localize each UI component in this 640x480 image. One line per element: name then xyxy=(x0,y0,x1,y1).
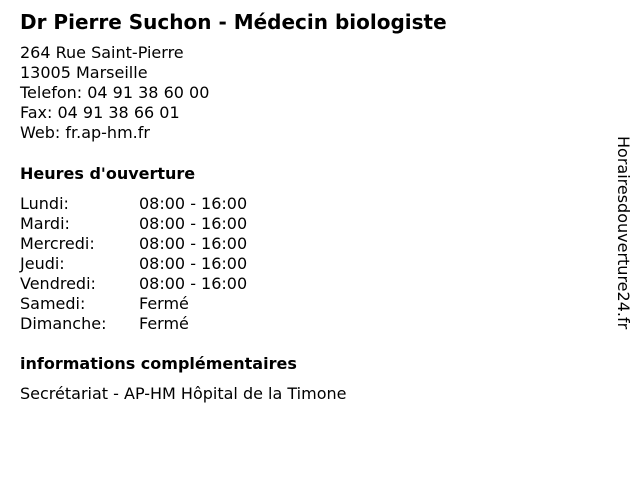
hours-day: Lundi: xyxy=(20,194,69,213)
hours-time: 08:00 - 16:00 xyxy=(139,274,248,293)
hours-time: 08:00 - 16:00 xyxy=(139,214,248,233)
address-block xyxy=(20,43,209,143)
address-web: Web: fr.ap-hm.fr xyxy=(20,123,150,142)
hours-heading: Heures d'ouverture xyxy=(20,164,196,183)
hours-row-sunday xyxy=(20,314,247,334)
hours-time: Fermé xyxy=(139,314,189,333)
hours-day: Mardi: xyxy=(20,214,70,233)
hours-time: 08:00 - 16:00 xyxy=(139,194,248,213)
hours-row-wednesday xyxy=(20,234,247,254)
hours-day: Samedi: xyxy=(20,294,86,313)
address-street: 264 Rue Saint-Pierre xyxy=(20,43,184,62)
address-city: 13005 Marseille xyxy=(20,63,148,82)
info-text: Secrétariat - AP-HM Hôpital de la Timone xyxy=(20,384,347,403)
info-heading: informations complémentaires xyxy=(20,354,297,373)
hours-row-thursday xyxy=(20,254,247,274)
site-watermark: Horairesdouverture24.fr xyxy=(614,136,633,330)
hours-row-tuesday xyxy=(20,214,247,234)
hours-day: Mercredi: xyxy=(20,234,95,253)
hours-day: Dimanche: xyxy=(20,314,107,333)
address-fax: Fax: 04 91 38 66 01 xyxy=(20,103,180,122)
hours-time: 08:00 - 16:00 xyxy=(139,254,248,273)
hours-row-saturday xyxy=(20,294,247,314)
hours-day: Jeudi: xyxy=(20,254,65,273)
hours-time: Fermé xyxy=(139,294,189,313)
hours-row-monday xyxy=(20,194,247,214)
hours-time: 08:00 - 16:00 xyxy=(139,234,248,253)
address-phone: Telefon: 04 91 38 60 00 xyxy=(20,83,210,102)
page-title: Dr Pierre Suchon - Médecin biologiste xyxy=(20,10,447,34)
hours-row-friday xyxy=(20,274,247,294)
opening-hours-list xyxy=(20,194,247,334)
hours-day: Vendredi: xyxy=(20,274,96,293)
